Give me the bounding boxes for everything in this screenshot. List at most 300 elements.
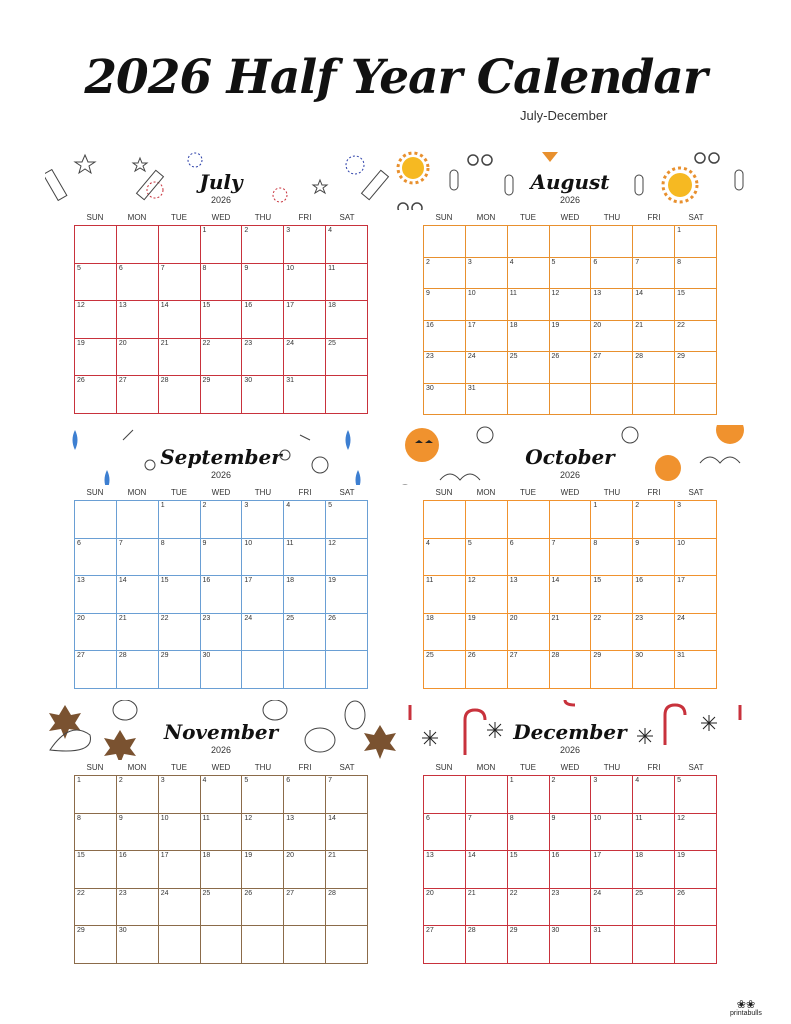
week-row	[424, 888, 717, 926]
day-cell: 20	[507, 613, 549, 651]
day-cell	[507, 383, 549, 415]
day-cell: 16	[242, 301, 284, 339]
day-cell: 15	[591, 576, 633, 614]
day-cell: 22	[158, 613, 200, 651]
day-cell: 27	[591, 352, 633, 384]
weekday-label: WED	[211, 488, 231, 497]
day-cell: 12	[75, 301, 117, 339]
day-cell: 18	[284, 576, 326, 614]
day-cell: 30	[200, 651, 242, 689]
day-cell: 7	[116, 538, 158, 576]
weekday-label: TUE	[520, 763, 536, 772]
day-cell	[507, 501, 549, 539]
week-row	[75, 613, 368, 651]
weekday-label: TUE	[171, 488, 187, 497]
day-cell: 9	[549, 813, 591, 851]
logo-icon: ❀❀	[736, 999, 756, 1011]
week-row	[424, 501, 717, 539]
weekday-label: FRI	[298, 213, 312, 222]
day-cell: 28	[326, 888, 368, 926]
weekday-header	[423, 213, 717, 222]
day-cell: 15	[507, 851, 549, 889]
weekday-label: SAT	[339, 763, 355, 772]
month-name: July	[199, 170, 243, 194]
day-cell: 21	[633, 320, 675, 352]
week-row	[75, 926, 368, 964]
logo-text: printabulls	[730, 1010, 762, 1017]
day-cell: 2	[200, 501, 242, 539]
day-cell: 5	[675, 776, 717, 814]
day-cell: 30	[424, 383, 466, 415]
day-cell: 4	[326, 226, 368, 264]
week-row	[424, 257, 717, 289]
leaf-icon	[123, 430, 310, 440]
day-cell	[242, 651, 284, 689]
week-row	[424, 926, 717, 964]
day-cell: 17	[465, 320, 507, 352]
weekday-header	[74, 213, 368, 222]
day-cell: 10	[158, 813, 200, 851]
day-cell: 2	[549, 776, 591, 814]
day-cell: 22	[200, 338, 242, 376]
day-cell: 10	[675, 538, 717, 576]
month-grid	[74, 775, 368, 964]
day-cell: 7	[633, 257, 675, 289]
day-cell: 16	[424, 320, 466, 352]
weekday-label: MON	[127, 763, 147, 772]
week-row	[424, 613, 717, 651]
day-cell	[424, 501, 466, 539]
day-cell: 15	[158, 576, 200, 614]
weekday-label: SAT	[688, 213, 704, 222]
month-name: October	[525, 445, 615, 469]
weekday-label: MON	[127, 213, 147, 222]
weekday-label: WED	[211, 213, 231, 222]
week-row	[75, 338, 368, 376]
day-cell: 3	[591, 776, 633, 814]
weekday-label: SAT	[339, 213, 355, 222]
month-year: 2026	[559, 470, 581, 480]
day-cell: 22	[675, 320, 717, 352]
day-cell: 30	[633, 651, 675, 689]
day-cell: 23	[424, 352, 466, 384]
day-cell: 24	[242, 613, 284, 651]
day-cell: 20	[591, 320, 633, 352]
day-cell: 7	[465, 813, 507, 851]
weekday-label: SUN	[86, 213, 104, 222]
day-cell: 14	[326, 813, 368, 851]
day-cell: 26	[326, 613, 368, 651]
day-cell	[116, 501, 158, 539]
weekday-label: SUN	[86, 763, 104, 772]
day-cell: 18	[633, 851, 675, 889]
weekday-label: THU	[254, 763, 272, 772]
day-cell	[284, 651, 326, 689]
day-cell: 24	[675, 613, 717, 651]
day-cell	[116, 226, 158, 264]
day-cell: 3	[284, 226, 326, 264]
day-cell: 3	[675, 501, 717, 539]
day-cell: 19	[465, 613, 507, 651]
day-cell: 10	[591, 813, 633, 851]
week-row	[75, 226, 368, 264]
day-cell: 9	[200, 538, 242, 576]
day-cell: 8	[507, 813, 549, 851]
day-cell: 13	[424, 851, 466, 889]
day-cell	[633, 226, 675, 258]
day-cell	[284, 926, 326, 964]
day-cell	[633, 383, 675, 415]
day-cell: 23	[242, 338, 284, 376]
day-cell	[633, 926, 675, 964]
day-cell: 7	[549, 538, 591, 576]
day-cell: 29	[675, 352, 717, 384]
day-cell: 25	[424, 651, 466, 689]
day-cell	[675, 383, 717, 415]
week-row	[424, 538, 717, 576]
day-cell: 31	[284, 376, 326, 414]
day-cell: 26	[549, 352, 591, 384]
day-cell: 13	[284, 813, 326, 851]
day-cell: 6	[424, 813, 466, 851]
day-cell: 29	[75, 926, 117, 964]
day-cell: 1	[507, 776, 549, 814]
day-cell: 4	[507, 257, 549, 289]
week-row	[75, 888, 368, 926]
day-cell: 12	[242, 813, 284, 851]
day-cell	[326, 651, 368, 689]
day-cell: 10	[242, 538, 284, 576]
week-row	[424, 651, 717, 689]
day-cell: 13	[75, 576, 117, 614]
week-row	[75, 851, 368, 889]
day-cell: 29	[200, 376, 242, 414]
weekday-header	[423, 488, 717, 497]
day-cell: 30	[549, 926, 591, 964]
day-cell: 6	[75, 538, 117, 576]
weekday-label: TUE	[520, 488, 536, 497]
day-cell: 23	[633, 613, 675, 651]
day-cell: 25	[633, 888, 675, 926]
day-cell: 21	[326, 851, 368, 889]
week-row	[424, 383, 717, 415]
day-cell: 8	[75, 813, 117, 851]
day-cell: 20	[424, 888, 466, 926]
day-cell: 27	[507, 651, 549, 689]
day-cell: 27	[424, 926, 466, 964]
weekday-label: MON	[476, 213, 496, 222]
day-cell: 11	[633, 813, 675, 851]
day-cell	[200, 926, 242, 964]
day-cell: 20	[284, 851, 326, 889]
weekday-header	[74, 488, 368, 497]
day-cell: 20	[75, 613, 117, 651]
day-cell: 2	[116, 776, 158, 814]
day-cell: 25	[326, 338, 368, 376]
day-cell: 28	[158, 376, 200, 414]
day-cell: 20	[116, 338, 158, 376]
day-cell: 5	[549, 257, 591, 289]
day-cell: 6	[284, 776, 326, 814]
day-cell: 11	[284, 538, 326, 576]
day-cell: 16	[200, 576, 242, 614]
weekday-label: FRI	[298, 763, 312, 772]
day-cell: 27	[116, 376, 158, 414]
month-grid	[423, 225, 717, 415]
day-cell: 29	[591, 651, 633, 689]
week-row	[75, 576, 368, 614]
day-cell: 10	[465, 289, 507, 321]
weekday-label: SAT	[688, 488, 704, 497]
day-cell: 2	[424, 257, 466, 289]
week-row	[424, 320, 717, 352]
day-cell: 5	[326, 501, 368, 539]
day-cell: 12	[465, 576, 507, 614]
week-row	[75, 376, 368, 414]
day-cell: 19	[326, 576, 368, 614]
day-cell: 5	[75, 263, 117, 301]
day-cell: 16	[116, 851, 158, 889]
day-cell: 25	[507, 352, 549, 384]
day-cell: 6	[591, 257, 633, 289]
day-cell: 17	[242, 576, 284, 614]
day-cell	[326, 926, 368, 964]
month-year: 2026	[559, 195, 581, 205]
month-name: August	[530, 170, 610, 194]
day-cell: 17	[284, 301, 326, 339]
day-cell: 7	[326, 776, 368, 814]
day-cell: 1	[200, 226, 242, 264]
printabulls-logo	[730, 1000, 762, 1017]
day-cell: 26	[75, 376, 117, 414]
day-cell: 22	[75, 888, 117, 926]
week-row	[424, 226, 717, 258]
week-row	[424, 576, 717, 614]
day-cell: 17	[675, 576, 717, 614]
day-cell: 26	[465, 651, 507, 689]
day-cell: 4	[633, 776, 675, 814]
day-cell: 30	[116, 926, 158, 964]
day-cell: 18	[424, 613, 466, 651]
day-cell: 22	[507, 888, 549, 926]
day-cell	[591, 383, 633, 415]
day-cell: 21	[465, 888, 507, 926]
day-cell: 24	[591, 888, 633, 926]
day-cell	[549, 383, 591, 415]
day-cell: 9	[116, 813, 158, 851]
weekday-label: FRI	[647, 213, 661, 222]
week-row	[75, 501, 368, 539]
day-cell: 26	[675, 888, 717, 926]
day-cell: 28	[633, 352, 675, 384]
day-cell	[591, 226, 633, 258]
day-cell: 2	[242, 226, 284, 264]
day-cell: 27	[284, 888, 326, 926]
day-cell	[75, 501, 117, 539]
day-cell: 13	[507, 576, 549, 614]
day-cell: 17	[158, 851, 200, 889]
day-cell: 7	[158, 263, 200, 301]
day-cell: 6	[116, 263, 158, 301]
month-name: September	[160, 445, 282, 469]
week-row	[75, 651, 368, 689]
weekday-label: TUE	[171, 213, 187, 222]
day-cell	[507, 226, 549, 258]
page-subtitle: July-December	[520, 108, 608, 123]
day-cell: 29	[507, 926, 549, 964]
page-title: 2026 Half Year Calendar	[84, 50, 707, 105]
day-cell: 5	[242, 776, 284, 814]
day-cell: 8	[675, 257, 717, 289]
week-row	[75, 813, 368, 851]
day-cell: 19	[675, 851, 717, 889]
day-cell: 13	[116, 301, 158, 339]
weekday-label: WED	[560, 488, 580, 497]
month-year: 2026	[210, 745, 232, 755]
day-cell: 31	[675, 651, 717, 689]
weekday-label: MON	[476, 763, 496, 772]
day-cell: 26	[242, 888, 284, 926]
day-cell: 4	[284, 501, 326, 539]
week-row	[75, 263, 368, 301]
day-cell: 3	[158, 776, 200, 814]
week-row	[75, 301, 368, 339]
day-cell: 11	[507, 289, 549, 321]
day-cell: 3	[465, 257, 507, 289]
day-cell: 11	[200, 813, 242, 851]
day-cell: 23	[200, 613, 242, 651]
weekday-label: THU	[254, 213, 272, 222]
week-row	[424, 289, 717, 321]
day-cell	[465, 501, 507, 539]
weekday-label: FRI	[647, 488, 661, 497]
day-cell	[75, 226, 117, 264]
day-cell: 12	[326, 538, 368, 576]
day-cell: 12	[675, 813, 717, 851]
day-cell: 13	[591, 289, 633, 321]
month-year: 2026	[210, 195, 232, 205]
day-cell: 18	[200, 851, 242, 889]
day-cell: 27	[75, 651, 117, 689]
day-cell: 1	[158, 501, 200, 539]
day-cell: 4	[200, 776, 242, 814]
day-cell: 11	[424, 576, 466, 614]
day-cell: 29	[158, 651, 200, 689]
weekday-label: SUN	[86, 488, 104, 497]
weekday-label: TUE	[520, 213, 536, 222]
weekday-label: WED	[560, 213, 580, 222]
day-cell: 11	[326, 263, 368, 301]
day-cell: 25	[284, 613, 326, 651]
day-cell: 16	[549, 851, 591, 889]
weekday-header	[423, 763, 717, 772]
day-cell: 21	[549, 613, 591, 651]
day-cell	[158, 926, 200, 964]
month-grid	[423, 500, 717, 689]
day-cell: 9	[242, 263, 284, 301]
day-cell: 14	[158, 301, 200, 339]
week-row	[424, 851, 717, 889]
weekday-label: THU	[603, 488, 621, 497]
day-cell: 4	[424, 538, 466, 576]
weekday-label: SAT	[339, 488, 355, 497]
weekday-label: THU	[603, 763, 621, 772]
day-cell	[242, 926, 284, 964]
day-cell: 15	[75, 851, 117, 889]
day-cell: 21	[116, 613, 158, 651]
month-grid	[423, 775, 717, 964]
day-cell: 1	[75, 776, 117, 814]
weekday-label: WED	[211, 763, 231, 772]
day-cell: 15	[675, 289, 717, 321]
day-cell: 14	[549, 576, 591, 614]
day-cell: 28	[465, 926, 507, 964]
day-cell: 23	[116, 888, 158, 926]
day-cell: 16	[633, 576, 675, 614]
day-cell: 21	[158, 338, 200, 376]
day-cell: 31	[591, 926, 633, 964]
weekday-header	[74, 763, 368, 772]
weekday-label: TUE	[171, 763, 187, 772]
day-cell: 14	[633, 289, 675, 321]
day-cell: 5	[465, 538, 507, 576]
weekday-label: FRI	[647, 763, 661, 772]
day-cell: 12	[549, 289, 591, 321]
day-cell	[424, 226, 466, 258]
day-cell: 1	[675, 226, 717, 258]
month-name: December	[513, 720, 627, 744]
day-cell: 24	[465, 352, 507, 384]
day-cell: 14	[465, 851, 507, 889]
day-cell	[158, 226, 200, 264]
day-cell: 19	[75, 338, 117, 376]
day-cell: 24	[284, 338, 326, 376]
day-cell: 18	[326, 301, 368, 339]
week-row	[424, 352, 717, 384]
weekday-label: MON	[476, 488, 496, 497]
day-cell: 10	[284, 263, 326, 301]
weekday-label: WED	[560, 763, 580, 772]
day-cell: 15	[200, 301, 242, 339]
week-row	[424, 813, 717, 851]
day-cell: 24	[158, 888, 200, 926]
month-year: 2026	[210, 470, 232, 480]
day-cell: 28	[549, 651, 591, 689]
day-cell: 19	[242, 851, 284, 889]
day-cell	[549, 226, 591, 258]
day-cell: 30	[242, 376, 284, 414]
weekday-label: SAT	[688, 763, 704, 772]
day-cell: 18	[507, 320, 549, 352]
day-cell	[549, 501, 591, 539]
day-cell: 25	[200, 888, 242, 926]
day-cell: 8	[200, 263, 242, 301]
day-cell: 22	[591, 613, 633, 651]
weekday-label: THU	[254, 488, 272, 497]
weekday-label: THU	[603, 213, 621, 222]
day-cell	[326, 376, 368, 414]
week-row	[424, 776, 717, 814]
month-name: November	[163, 720, 279, 744]
day-cell: 17	[591, 851, 633, 889]
day-cell: 9	[424, 289, 466, 321]
month-grid	[74, 500, 368, 689]
weekday-label: SUN	[435, 763, 453, 772]
day-cell: 8	[158, 538, 200, 576]
weekday-label: FRI	[298, 488, 312, 497]
day-cell	[675, 926, 717, 964]
week-row	[75, 776, 368, 814]
